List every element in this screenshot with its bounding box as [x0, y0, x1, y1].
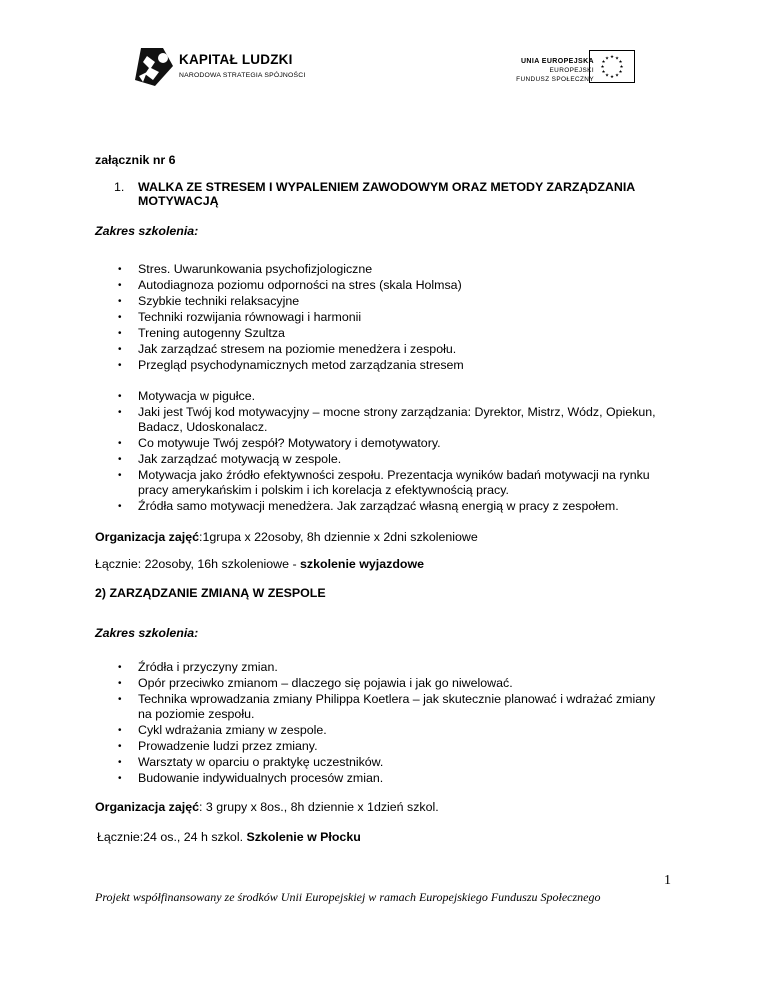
list-item: Źródła i przyczyny zmian.	[138, 660, 278, 674]
bullet: •	[118, 501, 122, 512]
bullet: •	[118, 757, 122, 768]
organization-text: : 3 grupy x 8os., 8h dziennie x 1dzień szkol.	[199, 800, 439, 814]
list-item: Stres. Uwarunkowania psychofizjologiczne	[138, 262, 373, 276]
list-item: Źródła samo motywacji menedżera. Jak zarządzać własną energią w pracy z zespołem.	[138, 499, 619, 513]
bullet: •	[118, 694, 122, 705]
svg-text:★: ★	[618, 60, 623, 65]
svg-text:★: ★	[614, 73, 620, 79]
total-bold: Szkolenie w Płocku	[246, 830, 361, 844]
attachment-label: załącznik nr 6	[95, 153, 176, 167]
bullet: •	[118, 662, 122, 673]
svg-text:★: ★	[609, 75, 615, 80]
section1-scope-label: Zakres szkolenia:	[95, 224, 199, 238]
list-item: Budowanie indywidualnych procesów zmian.	[138, 771, 384, 785]
list-item: Autodiagnoza poziomu odporności na stres (skala Holmsa)	[138, 278, 462, 292]
list-item: Opór przeciwko zmianom – dlaczego się pojawia i jak go niwelować.	[138, 676, 513, 690]
bullet: •	[118, 391, 122, 402]
bullet: •	[118, 264, 122, 275]
organization-text: :1grupa x 22osoby, 8h dziennie x 2dni szkoleniowe	[199, 530, 478, 544]
section2-scope-label: Zakres szkolenia:	[95, 626, 199, 640]
footer-text: Projekt współfinansowany ze środków Unii Europejskiej w ramach Europejskiego Funduszu Społecznego	[95, 890, 601, 904]
bullet: •	[118, 678, 122, 689]
section1-number: 1.	[114, 180, 125, 194]
section1-title-line1: WALKA ZE STRESEM I WYPALENIEM ZAWODOWYM ORAZ METODY ZARZĄDZANIA	[138, 180, 636, 194]
bullet: •	[118, 328, 122, 339]
kapital-ludzki-subtitle: NARODOWA STRATEGIA SPÓJNOŚCI	[179, 72, 306, 79]
section2-organization	[95, 800, 439, 815]
list-item: Motywacja w pigułce.	[138, 389, 256, 403]
list-item: Jaki jest Twój kod motywacyjny – mocne strony zarządzania: Dyrektor, Mistrz, Wódz, Opiekun,	[138, 405, 656, 419]
section2-total	[97, 830, 361, 845]
list-item: Szybkie techniki relaksacyjne	[138, 294, 300, 308]
list-item-continuation: na poziomie zespołu.	[138, 707, 255, 721]
bullet: •	[118, 407, 122, 418]
list-item: Cykl wdrażania zmiany w zespole.	[138, 723, 327, 737]
list-item-continuation: pracy amerykańskim i polskim i ich korelacja z efektywnością pracy.	[138, 483, 509, 497]
svg-text:★: ★	[609, 55, 615, 60]
svg-text:★: ★	[614, 56, 620, 62]
bullet: •	[118, 296, 122, 307]
total-bold: szkolenie wyjazdowe	[300, 557, 424, 571]
bullet: •	[118, 438, 122, 449]
list-item: Trening autogenny Szultza	[138, 326, 285, 340]
svg-text:★: ★	[619, 65, 624, 70]
section1-total	[95, 557, 424, 572]
svg-text:★: ★	[604, 56, 610, 62]
list-item: Technika wprowadzania zmiany Philippa Koetlera – jak skutecznie planować i wdrażać zmiany	[138, 692, 656, 706]
list-item-continuation: Badacz, Udoskonalacz.	[138, 420, 268, 434]
svg-text:★: ★	[601, 70, 606, 75]
svg-text:★: ★	[618, 70, 623, 75]
svg-text:★: ★	[604, 73, 610, 79]
bullet: •	[118, 344, 122, 355]
bullet: •	[118, 360, 122, 371]
eu-line-2: EUROPEJSKI	[549, 67, 594, 74]
bullet: •	[118, 470, 122, 481]
list-item: Przegląd psychodynamicznych metod zarządzania stresem	[138, 358, 464, 372]
organization-label: Organizacja zajęć	[95, 530, 199, 544]
total-text: Łącznie: 22osoby, 16h szkoleniowe -	[95, 557, 301, 571]
section1-organization	[95, 530, 478, 545]
svg-text:★: ★	[600, 65, 605, 70]
bullet: •	[118, 280, 122, 291]
total-text: Łącznie:24 os., 24 h szkol.	[97, 830, 247, 844]
list-item: Jak zarządzać stresem na poziomie menedżera i zespołu.	[138, 342, 457, 356]
eu-line-3: FUNDUSZ SPOŁECZNY	[516, 76, 594, 83]
list-item: Co motywuje Twój zespół? Motywatory i demotywatory.	[138, 436, 441, 450]
bullet: •	[118, 741, 122, 752]
svg-text:★: ★	[601, 60, 606, 65]
list-item: Jak zarządzać motywacją w zespole.	[138, 452, 342, 466]
section2-title: 2) ZARZĄDZANIE ZMIANĄ W ZESPOLE	[95, 586, 326, 600]
bullet: •	[118, 773, 122, 784]
bullet: •	[118, 725, 122, 736]
kapital-ludzki-emblem-icon	[133, 46, 177, 88]
kapital-ludzki-logo	[133, 46, 313, 88]
organization-label: Organizacja zajęć	[95, 800, 199, 814]
kapital-ludzki-title: KAPITAŁ LUDZKI	[179, 52, 293, 67]
eu-logo-text	[488, 57, 594, 84]
eu-flag-icon	[589, 50, 635, 83]
section1-title-line2: MOTYWACJĄ	[138, 194, 219, 208]
eu-line-1: UNIA EUROPEJSKA	[520, 58, 594, 65]
bullet: •	[118, 454, 122, 465]
list-item: Motywacja jako źródło efektywności zespołu. Prezentacja wyników badań motywacji na rynku	[138, 468, 650, 482]
page-number: 1	[664, 873, 671, 888]
list-item: Techniki rozwijania równowagi i harmonii	[138, 310, 362, 324]
list-item: Warsztaty w oparciu o praktykę uczestników.	[138, 755, 384, 769]
bullet: •	[118, 312, 122, 323]
list-item: Prowadzenie ludzi przez zmiany.	[138, 739, 318, 753]
